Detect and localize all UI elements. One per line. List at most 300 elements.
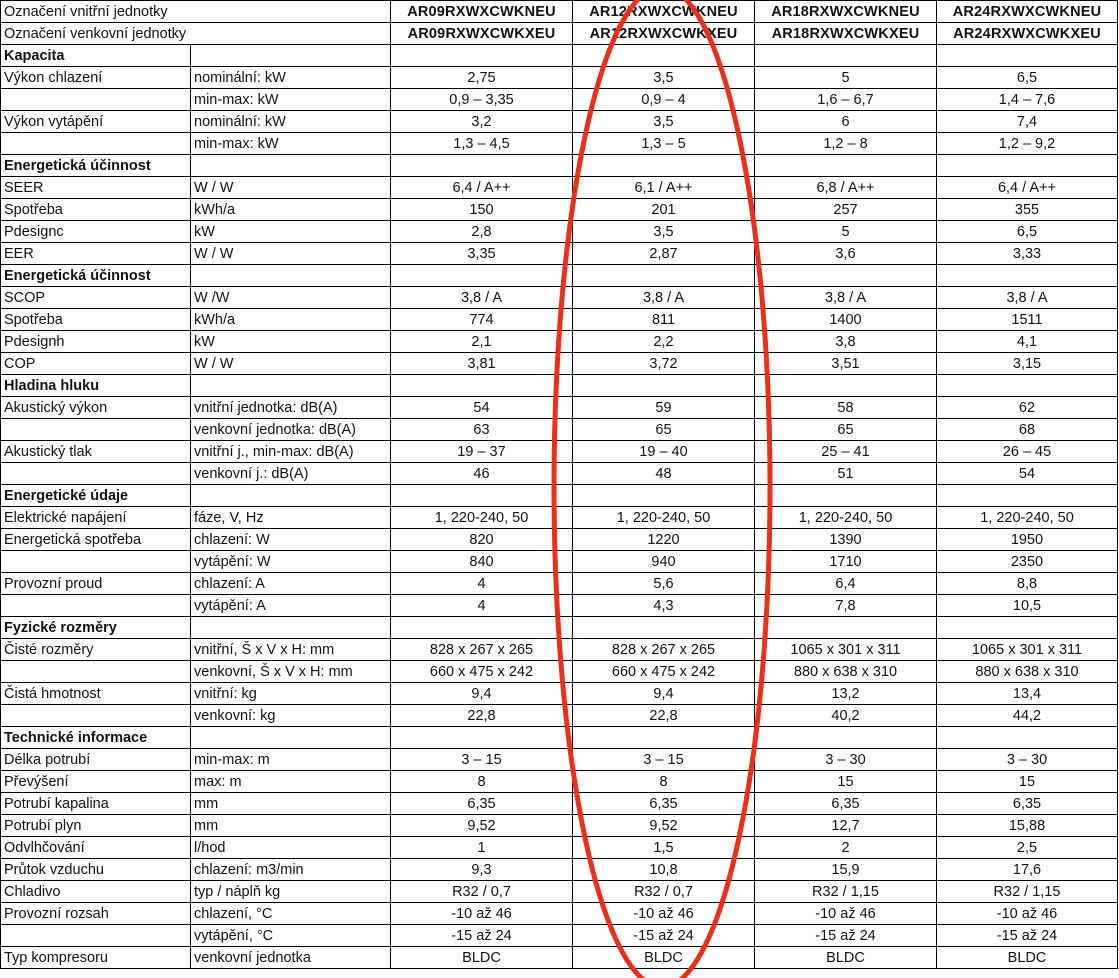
value-cell: 2,8 xyxy=(391,221,573,243)
row-label xyxy=(1,925,191,947)
value-cell: 2,5 xyxy=(937,837,1118,859)
row-unit: min-max: kW xyxy=(191,133,391,155)
empty-cell xyxy=(391,485,573,507)
value-cell: BLDC xyxy=(755,947,937,969)
value-cell: 3,5 xyxy=(573,67,755,89)
row-unit: chlazení: W xyxy=(191,529,391,551)
value-cell: 1 xyxy=(391,837,573,859)
empty-cell xyxy=(191,45,391,67)
value-cell: 828 x 267 x 265 xyxy=(391,639,573,661)
value-cell: 3,15 xyxy=(937,353,1118,375)
row-unit: min-max: kW xyxy=(191,89,391,111)
row-label: Průtok vzduchu xyxy=(1,859,191,881)
value-cell: 4 xyxy=(391,595,573,617)
row-label: Chladivo xyxy=(1,881,191,903)
value-cell: 3,8 xyxy=(755,331,937,353)
indoor-model-4: AR24RXWXCWKNEU xyxy=(937,1,1118,23)
empty-cell xyxy=(755,265,937,287)
empty-cell xyxy=(573,155,755,177)
spec-row xyxy=(1,903,1118,925)
value-cell: 1, 220-240, 50 xyxy=(573,507,755,529)
row-label: Pdesignc xyxy=(1,221,191,243)
row-label: Spotřeba xyxy=(1,199,191,221)
value-cell: 828 x 267 x 265 xyxy=(573,639,755,661)
value-cell: 9,4 xyxy=(573,683,755,705)
row-unit: max: m xyxy=(191,771,391,793)
value-cell: 46 xyxy=(391,463,573,485)
value-cell: BLDC xyxy=(573,947,755,969)
value-cell: 6,4 xyxy=(755,573,937,595)
spec-row xyxy=(1,573,1118,595)
empty-cell xyxy=(937,727,1118,749)
row-unit: fáze, V, Hz xyxy=(191,507,391,529)
value-cell: 68 xyxy=(937,419,1118,441)
value-cell: 2,2 xyxy=(573,331,755,353)
empty-cell xyxy=(573,617,755,639)
value-cell: 40,2 xyxy=(755,705,937,727)
empty-cell xyxy=(573,45,755,67)
row-label xyxy=(1,705,191,727)
value-cell: 1065 x 301 x 311 xyxy=(755,639,937,661)
empty-cell xyxy=(755,727,937,749)
value-cell: 15,9 xyxy=(755,859,937,881)
value-cell: 3 – 15 xyxy=(391,749,573,771)
value-cell: 3,8 / A xyxy=(755,287,937,309)
indoor-model-2: AR12RXWXCWKNEU xyxy=(573,1,755,23)
spec-row xyxy=(1,111,1118,133)
spec-row xyxy=(1,463,1118,485)
value-cell: 3 – 15 xyxy=(573,749,755,771)
value-cell: 8 xyxy=(391,771,573,793)
value-cell: 19 – 40 xyxy=(573,441,755,463)
row-label: Elektrické napájení xyxy=(1,507,191,529)
value-cell: -10 až 46 xyxy=(573,903,755,925)
row-unit: vnitřní j., min-max: dB(A) xyxy=(191,441,391,463)
value-cell: -15 až 24 xyxy=(755,925,937,947)
row-label: Akustický tlak xyxy=(1,441,191,463)
spec-row xyxy=(1,595,1118,617)
value-cell: 4,1 xyxy=(937,331,1118,353)
value-cell: 1,3 – 5 xyxy=(573,133,755,155)
value-cell: 6,5 xyxy=(937,221,1118,243)
outdoor-model-row xyxy=(1,23,1118,45)
empty-cell xyxy=(937,155,1118,177)
empty-cell xyxy=(191,727,391,749)
value-cell: -15 až 24 xyxy=(573,925,755,947)
section-title: Energetické údaje xyxy=(1,485,191,507)
value-cell: 65 xyxy=(573,419,755,441)
spec-row xyxy=(1,837,1118,859)
row-label: SCOP xyxy=(1,287,191,309)
spec-row xyxy=(1,683,1118,705)
value-cell: 15 xyxy=(755,771,937,793)
row-unit: chlazení: A xyxy=(191,573,391,595)
value-cell: 1,6 – 6,7 xyxy=(755,89,937,111)
value-cell: 3,33 xyxy=(937,243,1118,265)
section-title: Hladina hluku xyxy=(1,375,191,397)
spec-row xyxy=(1,705,1118,727)
value-cell: -15 až 24 xyxy=(391,925,573,947)
value-cell: 1, 220-240, 50 xyxy=(391,507,573,529)
value-cell: 2,1 xyxy=(391,331,573,353)
empty-cell xyxy=(391,375,573,397)
value-cell: 17,6 xyxy=(937,859,1118,881)
empty-cell xyxy=(191,375,391,397)
value-cell: 6,8 / A++ xyxy=(755,177,937,199)
row-label xyxy=(1,551,191,573)
value-cell: 9,52 xyxy=(391,815,573,837)
row-unit: vytápění: W xyxy=(191,551,391,573)
row-unit: l/hod xyxy=(191,837,391,859)
row-unit: venkovní jednotka xyxy=(191,947,391,969)
indoor-model-3: AR18RXWXCWKNEU xyxy=(755,1,937,23)
empty-cell xyxy=(191,485,391,507)
section-header xyxy=(1,45,1118,67)
indoor-model-label: Označení vnitřní jednotky xyxy=(1,1,391,23)
row-unit: vnitřní: kg xyxy=(191,683,391,705)
value-cell: 12,7 xyxy=(755,815,937,837)
row-unit: kW xyxy=(191,221,391,243)
empty-cell xyxy=(573,485,755,507)
spec-row xyxy=(1,947,1118,969)
row-label: Energetická spotřeba xyxy=(1,529,191,551)
section-title: Fyzické rozměry xyxy=(1,617,191,639)
empty-cell xyxy=(755,155,937,177)
value-cell: 51 xyxy=(755,463,937,485)
value-cell: 8 xyxy=(573,771,755,793)
value-cell: 6 xyxy=(755,111,937,133)
value-cell: 2350 xyxy=(937,551,1118,573)
value-cell: 3,8 / A xyxy=(391,287,573,309)
value-cell: 1511 xyxy=(937,309,1118,331)
value-cell: 0,9 – 3,35 xyxy=(391,89,573,111)
value-cell: 3,2 xyxy=(391,111,573,133)
value-cell: 13,4 xyxy=(937,683,1118,705)
spec-row xyxy=(1,859,1118,881)
value-cell: 3,72 xyxy=(573,353,755,375)
value-cell: BLDC xyxy=(391,947,573,969)
row-unit: vnitřní jednotka: dB(A) xyxy=(191,397,391,419)
row-unit: nominální: kW xyxy=(191,67,391,89)
row-unit: nominální: kW xyxy=(191,111,391,133)
value-cell: 2,87 xyxy=(573,243,755,265)
row-unit: venkovní, Š x V x H: mm xyxy=(191,661,391,683)
row-label: Převýšení xyxy=(1,771,191,793)
empty-cell xyxy=(191,155,391,177)
value-cell: 58 xyxy=(755,397,937,419)
value-cell: 9,4 xyxy=(391,683,573,705)
value-cell: 6,35 xyxy=(937,793,1118,815)
value-cell: 9,52 xyxy=(573,815,755,837)
value-cell: 4,3 xyxy=(573,595,755,617)
value-cell: 65 xyxy=(755,419,937,441)
value-cell: 1950 xyxy=(937,529,1118,551)
row-label xyxy=(1,89,191,111)
row-unit: W / W xyxy=(191,177,391,199)
value-cell: 3,8 / A xyxy=(573,287,755,309)
empty-cell xyxy=(391,617,573,639)
value-cell: 880 x 638 x 310 xyxy=(755,661,937,683)
value-cell: 1220 xyxy=(573,529,755,551)
row-unit: W / W xyxy=(191,243,391,265)
value-cell: 3,5 xyxy=(573,111,755,133)
spec-row xyxy=(1,749,1118,771)
value-cell: 6,4 / A++ xyxy=(937,177,1118,199)
row-unit: W /W xyxy=(191,287,391,309)
spec-row xyxy=(1,925,1118,947)
section-title: Kapacita xyxy=(1,45,191,67)
row-label: COP xyxy=(1,353,191,375)
value-cell: 62 xyxy=(937,397,1118,419)
row-unit: venkovní: kg xyxy=(191,705,391,727)
value-cell: 3,51 xyxy=(755,353,937,375)
row-label: Výkon vytápění xyxy=(1,111,191,133)
value-cell: -10 až 46 xyxy=(937,903,1118,925)
value-cell: 6,35 xyxy=(391,793,573,815)
empty-cell xyxy=(191,265,391,287)
spec-row xyxy=(1,639,1118,661)
row-label: Provozní proud xyxy=(1,573,191,595)
row-unit: W / W xyxy=(191,353,391,375)
outdoor-model-4: AR24RXWXCWKXEU xyxy=(937,23,1118,45)
row-label: Potrubí plyn xyxy=(1,815,191,837)
spec-row xyxy=(1,353,1118,375)
outdoor-model-3: AR18RXWXCWKXEU xyxy=(755,23,937,45)
row-label: Akustický výkon xyxy=(1,397,191,419)
value-cell: 7,8 xyxy=(755,595,937,617)
value-cell: -10 až 46 xyxy=(391,903,573,925)
empty-cell xyxy=(755,617,937,639)
value-cell: 6,35 xyxy=(755,793,937,815)
row-unit: chlazení, °C xyxy=(191,903,391,925)
empty-cell xyxy=(573,727,755,749)
value-cell: 1710 xyxy=(755,551,937,573)
value-cell: 13,2 xyxy=(755,683,937,705)
empty-cell xyxy=(937,485,1118,507)
value-cell: 22,8 xyxy=(573,705,755,727)
value-cell: 6,35 xyxy=(573,793,755,815)
row-unit: kWh/a xyxy=(191,309,391,331)
value-cell: BLDC xyxy=(937,947,1118,969)
value-cell: 660 x 475 x 242 xyxy=(573,661,755,683)
row-label: Typ kompresoru xyxy=(1,947,191,969)
value-cell: 5 xyxy=(755,221,937,243)
value-cell: R32 / 0,7 xyxy=(391,881,573,903)
value-cell: 660 x 475 x 242 xyxy=(391,661,573,683)
value-cell: R32 / 1,15 xyxy=(937,881,1118,903)
empty-cell xyxy=(755,375,937,397)
empty-cell xyxy=(937,617,1118,639)
row-unit: mm xyxy=(191,815,391,837)
value-cell: -10 až 46 xyxy=(755,903,937,925)
empty-cell xyxy=(391,727,573,749)
section-header xyxy=(1,265,1118,287)
row-unit: typ / náplň kg xyxy=(191,881,391,903)
empty-cell xyxy=(191,617,391,639)
spec-row xyxy=(1,309,1118,331)
value-cell: 1,2 – 9,2 xyxy=(937,133,1118,155)
value-cell: 10,5 xyxy=(937,595,1118,617)
value-cell: 1,4 – 7,6 xyxy=(937,89,1118,111)
value-cell: 840 xyxy=(391,551,573,573)
empty-cell xyxy=(573,265,755,287)
row-unit: chlazení: m3/min xyxy=(191,859,391,881)
value-cell: R32 / 0,7 xyxy=(573,881,755,903)
row-label xyxy=(1,595,191,617)
value-cell: 7,4 xyxy=(937,111,1118,133)
value-cell: 59 xyxy=(573,397,755,419)
row-unit: venkovní j.: dB(A) xyxy=(191,463,391,485)
value-cell: 880 x 638 x 310 xyxy=(937,661,1118,683)
value-cell: 44,2 xyxy=(937,705,1118,727)
empty-cell xyxy=(391,155,573,177)
value-cell: 63 xyxy=(391,419,573,441)
spec-row xyxy=(1,419,1118,441)
empty-cell xyxy=(937,45,1118,67)
outdoor-model-2: AR12RXWXCWKXEU xyxy=(573,23,755,45)
spec-row xyxy=(1,243,1118,265)
row-label: Odvlhčování xyxy=(1,837,191,859)
row-label: Pdesignh xyxy=(1,331,191,353)
value-cell: 0,9 – 4 xyxy=(573,89,755,111)
row-label xyxy=(1,463,191,485)
value-cell: 774 xyxy=(391,309,573,331)
value-cell: 1390 xyxy=(755,529,937,551)
spec-row xyxy=(1,397,1118,419)
value-cell: 3 – 30 xyxy=(937,749,1118,771)
spec-row xyxy=(1,89,1118,111)
outdoor-model-label: Označení venkovní jednotky xyxy=(1,23,391,45)
value-cell: 54 xyxy=(391,397,573,419)
value-cell: 48 xyxy=(573,463,755,485)
outdoor-model-1: AR09RXWXCWKXEU xyxy=(391,23,573,45)
section-title: Energetická účinnost xyxy=(1,265,191,287)
spec-row xyxy=(1,529,1118,551)
empty-cell xyxy=(755,45,937,67)
value-cell: 1, 220-240, 50 xyxy=(937,507,1118,529)
section-header xyxy=(1,155,1118,177)
value-cell: 1065 x 301 x 311 xyxy=(937,639,1118,661)
row-label: Spotřeba xyxy=(1,309,191,331)
spec-row xyxy=(1,771,1118,793)
spec-row xyxy=(1,331,1118,353)
spec-row xyxy=(1,221,1118,243)
row-label: Potrubí kapalina xyxy=(1,793,191,815)
value-cell: 4 xyxy=(391,573,573,595)
value-cell: 1,2 – 8 xyxy=(755,133,937,155)
empty-cell xyxy=(573,375,755,397)
value-cell: 3 – 30 xyxy=(755,749,937,771)
spec-row xyxy=(1,507,1118,529)
value-cell: 257 xyxy=(755,199,937,221)
value-cell: 3,8 / A xyxy=(937,287,1118,309)
value-cell: 355 xyxy=(937,199,1118,221)
row-unit: kWh/a xyxy=(191,199,391,221)
value-cell: 2,75 xyxy=(391,67,573,89)
value-cell: 1, 220-240, 50 xyxy=(755,507,937,529)
value-cell: 25 – 41 xyxy=(755,441,937,463)
spec-row xyxy=(1,441,1118,463)
section-header xyxy=(1,485,1118,507)
section-header xyxy=(1,375,1118,397)
value-cell: 26 – 45 xyxy=(937,441,1118,463)
value-cell: 1,5 xyxy=(573,837,755,859)
section-title: Energetická účinnost xyxy=(1,155,191,177)
value-cell: 3,81 xyxy=(391,353,573,375)
section-header xyxy=(1,617,1118,639)
spec-row xyxy=(1,177,1118,199)
value-cell: 22,8 xyxy=(391,705,573,727)
spec-row xyxy=(1,199,1118,221)
row-unit: min-max: m xyxy=(191,749,391,771)
empty-cell xyxy=(937,265,1118,287)
empty-cell xyxy=(391,45,573,67)
empty-cell xyxy=(937,375,1118,397)
value-cell: 6,1 / A++ xyxy=(573,177,755,199)
section-title: Technické informace xyxy=(1,727,191,749)
row-unit: vytápění: A xyxy=(191,595,391,617)
spec-row xyxy=(1,661,1118,683)
row-label xyxy=(1,661,191,683)
value-cell: 150 xyxy=(391,199,573,221)
value-cell: 820 xyxy=(391,529,573,551)
row-label: Délka potrubí xyxy=(1,749,191,771)
spec-row xyxy=(1,67,1118,89)
value-cell: 811 xyxy=(573,309,755,331)
value-cell: 3,6 xyxy=(755,243,937,265)
value-cell: 5 xyxy=(755,67,937,89)
row-label: SEER xyxy=(1,177,191,199)
row-label: Provozní rozsah xyxy=(1,903,191,925)
row-unit: vnitřní, Š x V x H: mm xyxy=(191,639,391,661)
row-label: Čisté rozměry xyxy=(1,639,191,661)
value-cell: 1,3 – 4,5 xyxy=(391,133,573,155)
spec-row xyxy=(1,793,1118,815)
value-cell: 5,6 xyxy=(573,573,755,595)
row-label xyxy=(1,133,191,155)
value-cell: R32 / 1,15 xyxy=(755,881,937,903)
value-cell: -15 až 24 xyxy=(937,925,1118,947)
value-cell: 1400 xyxy=(755,309,937,331)
spec-row xyxy=(1,133,1118,155)
value-cell: 9,3 xyxy=(391,859,573,881)
row-label: Čistá hmotnost xyxy=(1,683,191,705)
spec-row xyxy=(1,551,1118,573)
value-cell: 201 xyxy=(573,199,755,221)
row-label xyxy=(1,419,191,441)
value-cell: 6,5 xyxy=(937,67,1118,89)
row-unit: mm xyxy=(191,793,391,815)
row-unit: kW xyxy=(191,331,391,353)
value-cell: 6,4 / A++ xyxy=(391,177,573,199)
row-label: Výkon chlazení xyxy=(1,67,191,89)
value-cell: 3,5 xyxy=(573,221,755,243)
value-cell: 3,35 xyxy=(391,243,573,265)
spec-row xyxy=(1,815,1118,837)
row-unit: vytápění, °C xyxy=(191,925,391,947)
value-cell: 2 xyxy=(755,837,937,859)
value-cell: 940 xyxy=(573,551,755,573)
spec-row xyxy=(1,881,1118,903)
indoor-model-1: AR09RXWXCWKNEU xyxy=(391,1,573,23)
empty-cell xyxy=(391,265,573,287)
value-cell: 15,88 xyxy=(937,815,1118,837)
row-label: EER xyxy=(1,243,191,265)
spec-row xyxy=(1,287,1118,309)
section-header xyxy=(1,727,1118,749)
value-cell: 8,8 xyxy=(937,573,1118,595)
value-cell: 15 xyxy=(937,771,1118,793)
